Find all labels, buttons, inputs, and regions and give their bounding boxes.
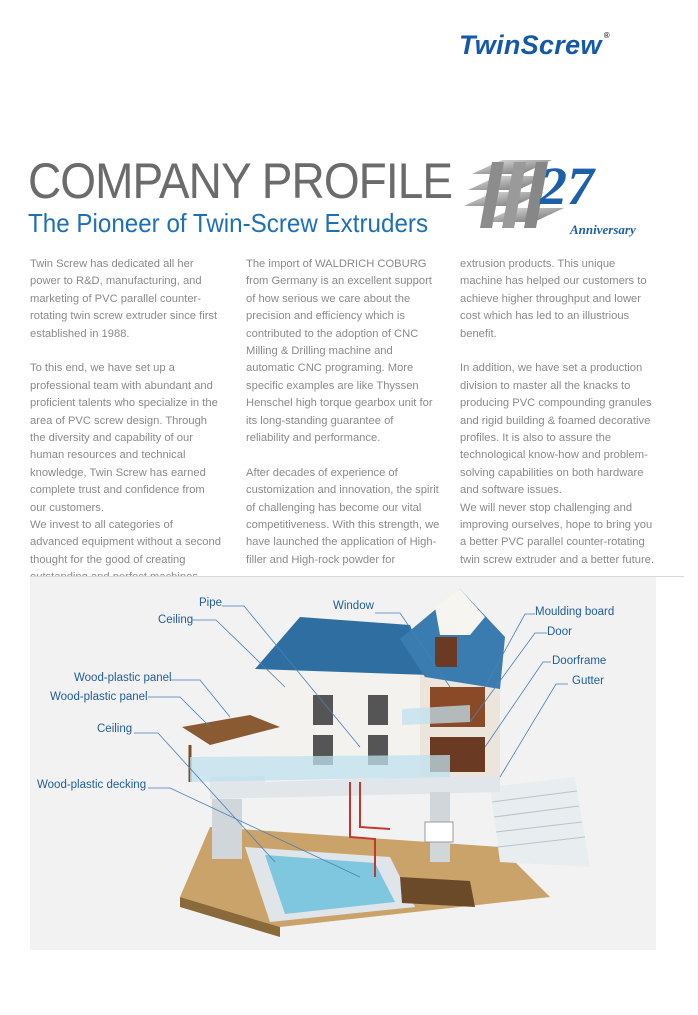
label-ceiling-mid: Ceiling — [97, 723, 133, 735]
label-ceiling-top: Ceiling — [158, 614, 194, 626]
paragraph: extrusion products. This unique machine has helped our customers to achieve higher throughput and lower cost which has led to an illustrious benefit. — [460, 258, 647, 340]
paragraph: The import of WALDRICH COBURG from Germany is an excellent support of how serious we care about the precision and efficiency which is contributed to the adoption of CNC Milling & Drilling machine and automatic CNC programing. More specific examples are like Thyssen Henschel high torque gearbox unit for its long-standing guarantee of reliability and performance. — [246, 258, 433, 445]
paragraph: To this end, we have set up a professional team with abundant and proficient talents who specialize in the area of PVC screw design. Through the diversity and capability of our human resources and technical knowledge, Twin Screw has earned complete trust and confidence from our customers. — [30, 362, 218, 514]
anniversary-number: 27 — [540, 156, 594, 216]
paragraph: Twin Screw has dedicated all her power to R&D, manufacturing, and marketing of PVC parallel counter-rotating twin screw extruder since first established in 1988. — [30, 258, 218, 340]
body-column-2 — [246, 256, 440, 587]
body-column-3 — [460, 256, 654, 587]
registered-mark: ® — [603, 31, 610, 40]
label-moulding-board: Moulding board — [535, 606, 615, 618]
anniversary-emblem — [462, 152, 662, 242]
paragraph: After decades of experience of customization and innovation, the spirit of challenging has become our vital competitiveness. With this strength, we have launched the application of High-filler and High-rock powder for — [246, 466, 440, 566]
label-door: Door — [547, 626, 572, 638]
twinscrew-logo — [459, 30, 610, 61]
label-wood-plastic-decking: Wood-plastic decking — [37, 779, 147, 791]
label-wood-plastic-panel-2: Wood-plastic panel — [50, 691, 148, 703]
label-wood-plastic-panel-1: Wood-plastic panel — [74, 672, 172, 684]
paragraph: We will never stop challenging and improving ourselves, hope to bring you a better PVC parallel counter-rotating twin screw extruder and a better future. — [460, 501, 655, 566]
paragraph: We invest to all categories of advanced equipment without a second thought for the good of creating — [30, 519, 221, 566]
body-column-1 — [30, 256, 224, 604]
label-gutter: Gutter — [572, 675, 604, 687]
paragraph: In addition, we have set a production division to master all the knacks to producing PVC compounding granules and rigid building & foamed decorative profiles. It is also to assure the technological know-how and problem-solving capabilities on both hardware and software issues. — [460, 362, 652, 497]
anniversary-label: Anniversary — [570, 222, 636, 237]
house-diagram — [30, 577, 656, 950]
label-window: Window — [333, 600, 374, 612]
page-title: COMPANY PROFILE — [28, 153, 453, 209]
label-pipe: Pipe — [199, 597, 223, 609]
page-subtitle: The Pioneer of Twin-Screw Extruders — [28, 208, 429, 238]
label-doorframe: Doorframe — [552, 655, 607, 667]
brand-name: TwinScrew — [459, 30, 602, 60]
